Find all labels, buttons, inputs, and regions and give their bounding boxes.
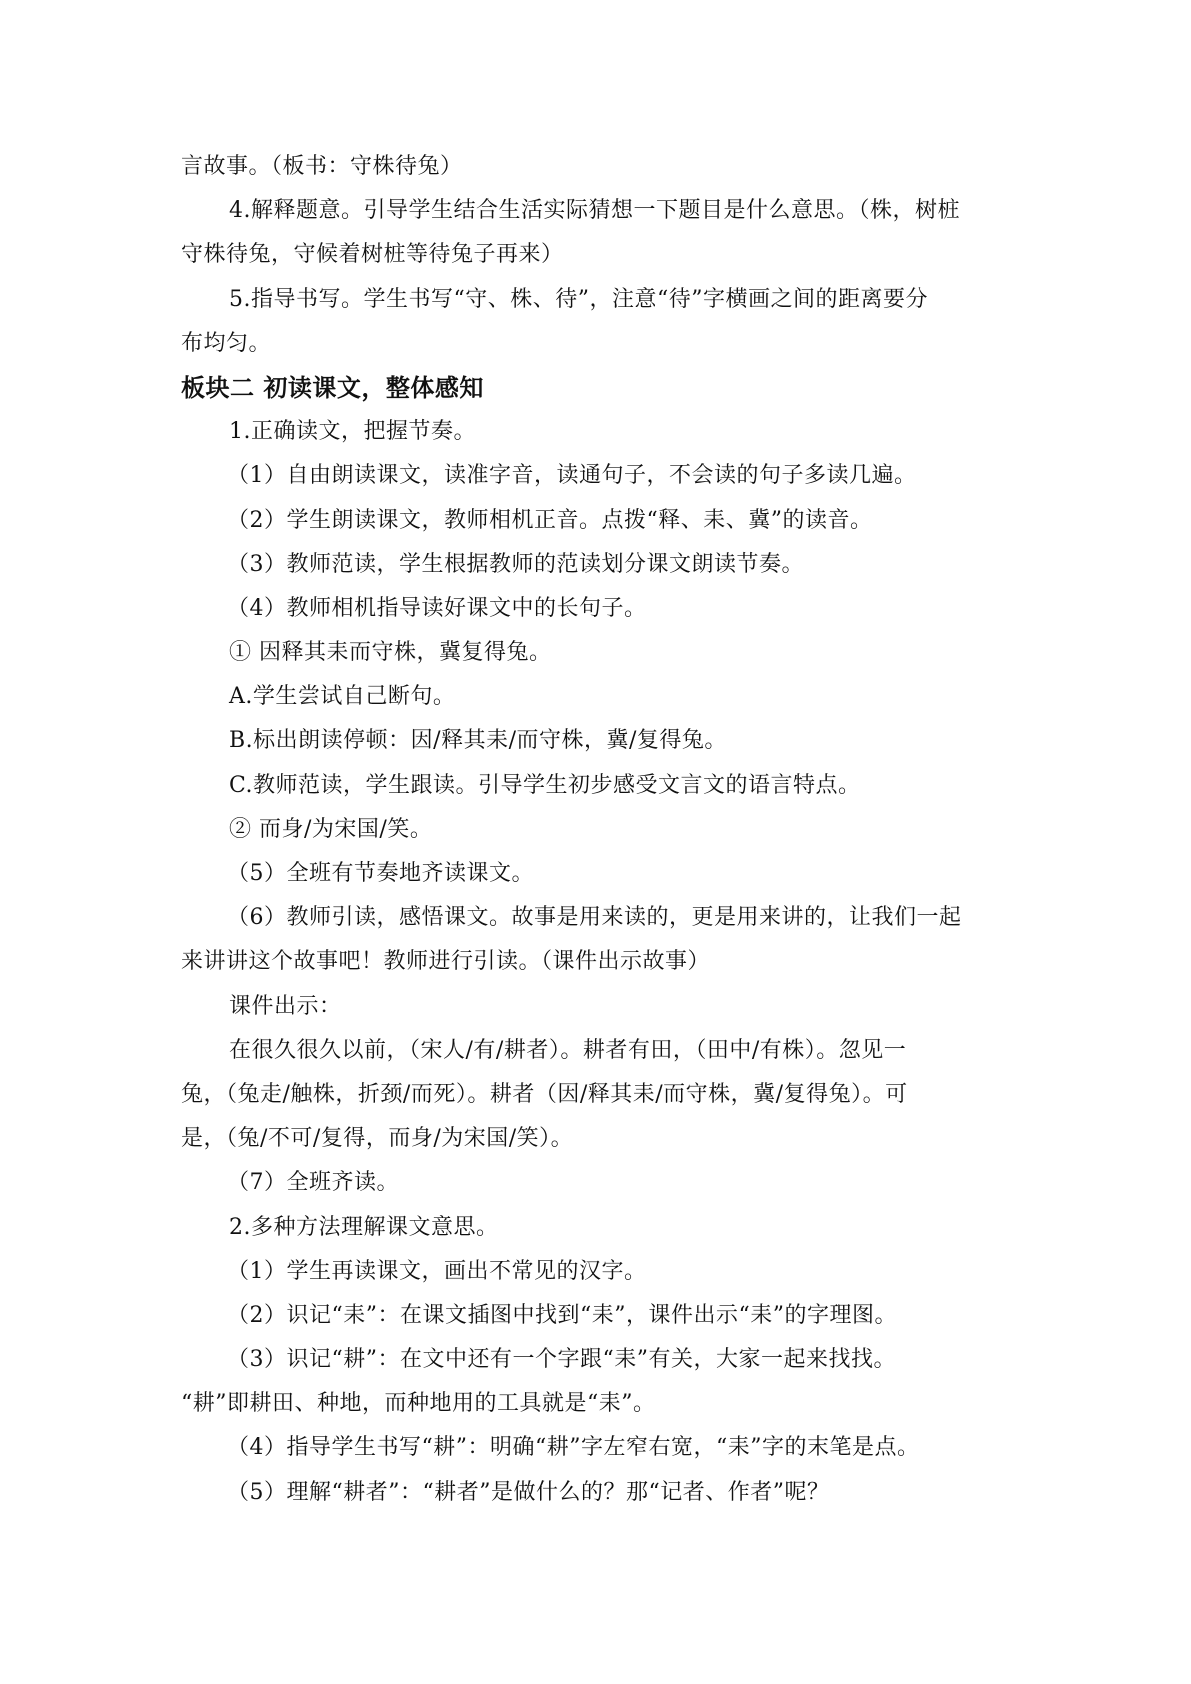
text-line: （3）教师范读，学生根据教师的范读划分课文朗读节奏。 bbox=[227, 551, 804, 577]
text-line: 守株待兔，守候着树桩等待兔子再来） bbox=[181, 242, 564, 268]
text-line: （1）学生再读课文，画出不常见的汉字。 bbox=[227, 1258, 647, 1284]
text-line: （1）自由朗读课文，读准字音，读通句子，不会读的句子多读几遍。 bbox=[227, 463, 917, 489]
text-line: 是，（兔/不可/复得，而身/为宋国/笑）。 bbox=[181, 1126, 574, 1152]
text-line: 4.解释题意。引导学生结合生活实际猜想一下题目是什么意思。（株，树桩 bbox=[229, 198, 960, 224]
text-line: 来讲讲这个故事吧！教师进行引读。（课件出示故事） bbox=[181, 949, 711, 975]
document-page bbox=[181, 145, 1021, 1515]
text-line: 言故事。（板书：守株待兔） bbox=[181, 154, 463, 179]
text-line: 在很久很久以前，（宋人/有/耕者）。耕者有田，（田中/有株）。忽见一 bbox=[229, 1037, 907, 1063]
text-line: 1.正确读文，把握节奏。 bbox=[229, 419, 476, 445]
text-line: （6）教师引读，感悟课文。故事是用来读的，更是用来讲的，让我们一起 bbox=[227, 905, 962, 931]
text-line: （4）指导学生书写“耕”：明确“耕”字左窄右宽，“耒”字的末笔是点。 bbox=[227, 1435, 920, 1461]
text-line: ① 因释其耒而守株，冀复得兔。 bbox=[229, 640, 552, 666]
text-line: 2.多种方法理解课文意思。 bbox=[229, 1214, 499, 1240]
text-line: （2）学生朗读课文，教师相机正音。点拨“释、耒、冀”的读音。 bbox=[227, 507, 873, 533]
section-heading: 板块二 初读课文，整体感知 bbox=[181, 373, 484, 402]
text-line: （3）识记“耕”：在文中还有一个字跟“耒”有关，大家一起来找找。 bbox=[227, 1347, 896, 1373]
text-line: “耕”即耕田、种地，而种地用的工具就是“耒”。 bbox=[181, 1391, 656, 1417]
text-line: （5）全班有节奏地齐读课文。 bbox=[227, 861, 534, 886]
text-line: C.教师范读，学生跟读。引导学生初步感受文言文的语言特点。 bbox=[229, 772, 861, 798]
text-line: 兔，（兔走/触株，折颈/而死）。耕者（因/释其耒/而守株，冀/复得兔）。可 bbox=[181, 1081, 908, 1107]
text-line: A.学生尝试自己断句。 bbox=[229, 684, 456, 710]
text-line: （5）理解“耕者”：“耕者”是做什么的？那“记者、作者”呢？ bbox=[227, 1479, 830, 1505]
text-line: 课件出示： bbox=[229, 993, 342, 1019]
text-line: （7）全班齐读。 bbox=[227, 1170, 399, 1196]
text-line: 5.指导书写。学生书写“守、株、待”，注意“待”字横画之间的距离要分 bbox=[229, 286, 928, 312]
text-line: ② 而身/为宋国/笑。 bbox=[229, 816, 433, 842]
text-line: （2）识记“耒”：在课文插图中找到“耒”，课件出示“耒”的字理图。 bbox=[227, 1302, 897, 1328]
text-line: 布均匀。 bbox=[181, 330, 272, 356]
text-line: B.标出朗读停顿：因/释其耒/而守株，冀/复得兔。 bbox=[229, 728, 727, 754]
text-line: （4）教师相机指导读好课文中的长句子。 bbox=[227, 595, 647, 621]
